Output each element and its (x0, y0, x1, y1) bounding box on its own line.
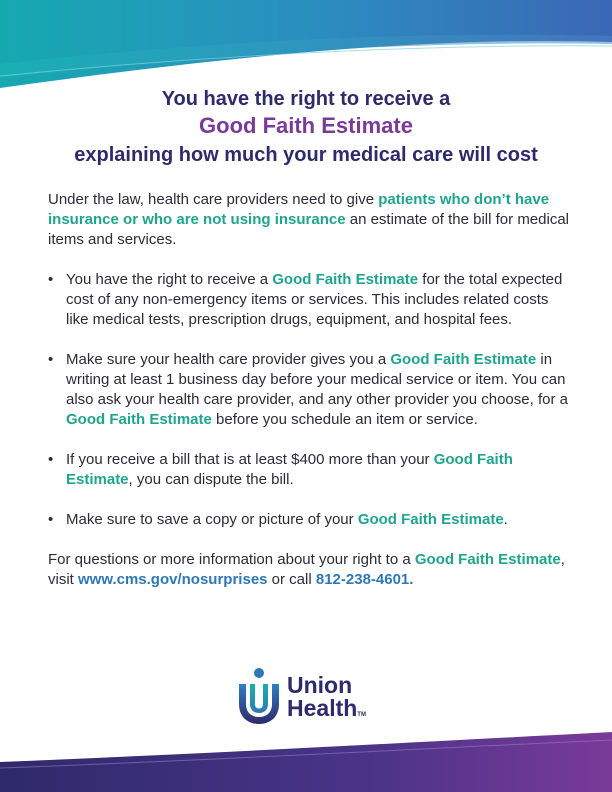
heading-line-3: explaining how much your medical care will cost (74, 144, 538, 166)
closing-text-3: or call (267, 571, 316, 588)
bullet-highlight: Good Faith Estimate (66, 451, 513, 488)
bullet-text: . (503, 511, 508, 528)
closing-text-2: , visit (48, 551, 565, 588)
bullet-text: for the total expected cost of any non-emergency items or services. This includes related costs like medical tests, prescription drugs, equipment, and hospital fees. (66, 271, 563, 328)
union-health-u-icon (236, 666, 282, 726)
bullet-text: before you schedule an item or service. (211, 411, 478, 428)
cms-website-link[interactable]: www.cms.gov/nosurprises (78, 571, 268, 588)
bullet-highlight: Good Faith Estimate (357, 511, 504, 528)
closing-text-1: For questions or more information about your right to a (48, 551, 415, 568)
phone-number-link[interactable]: 812-238-4601. (315, 571, 414, 588)
logo-wordmark (287, 674, 366, 727)
bottom-wave-decoration (0, 732, 612, 792)
bullet-text: in writing at least 1 business day before your medical service or item. You can also ask your health care provider, and any other provider you choose, for a (66, 351, 568, 408)
list-item (48, 450, 572, 490)
list-item (48, 350, 572, 430)
heading-line-2: Good Faith Estimate (199, 113, 413, 138)
logo-line-2: Health (287, 695, 358, 721)
list-item (48, 270, 572, 330)
logo-line-1: Union (287, 672, 353, 698)
intro-text-1: Under the law, health care providers need to give (48, 191, 379, 208)
bullet-text: , you can dispute the bill. (128, 471, 294, 488)
logo-trademark: TM (357, 712, 366, 718)
intro-paragraph (48, 190, 572, 250)
list-item (48, 510, 572, 530)
top-wave-decoration (0, 0, 612, 100)
union-health-logo (236, 666, 386, 728)
intro-text-2: an estimate of the bill for medical items and services. (48, 211, 570, 248)
intro-highlight: patients who don’t have insurance or who are not using insurance (48, 191, 550, 228)
bullet-text: Make sure to save a copy or picture of your (66, 511, 358, 528)
bullet-highlight: Good Faith Estimate (390, 351, 537, 368)
bullet-text: You have the right to receive a (66, 271, 273, 288)
main-content (48, 190, 572, 590)
bullet-highlight: Good Faith Estimate (66, 411, 212, 428)
closing-paragraph (48, 550, 572, 590)
bullet-text: If you receive a bill that is at least $400 more than your (66, 451, 434, 468)
page-heading (0, 86, 612, 170)
bullet-text: Make sure your health care provider gives you a (66, 351, 391, 368)
heading-line-1: You have the right to receive a (161, 88, 451, 110)
rights-list (48, 270, 572, 530)
bullet-highlight: Good Faith Estimate (272, 271, 419, 288)
closing-highlight: Good Faith Estimate (414, 551, 561, 568)
